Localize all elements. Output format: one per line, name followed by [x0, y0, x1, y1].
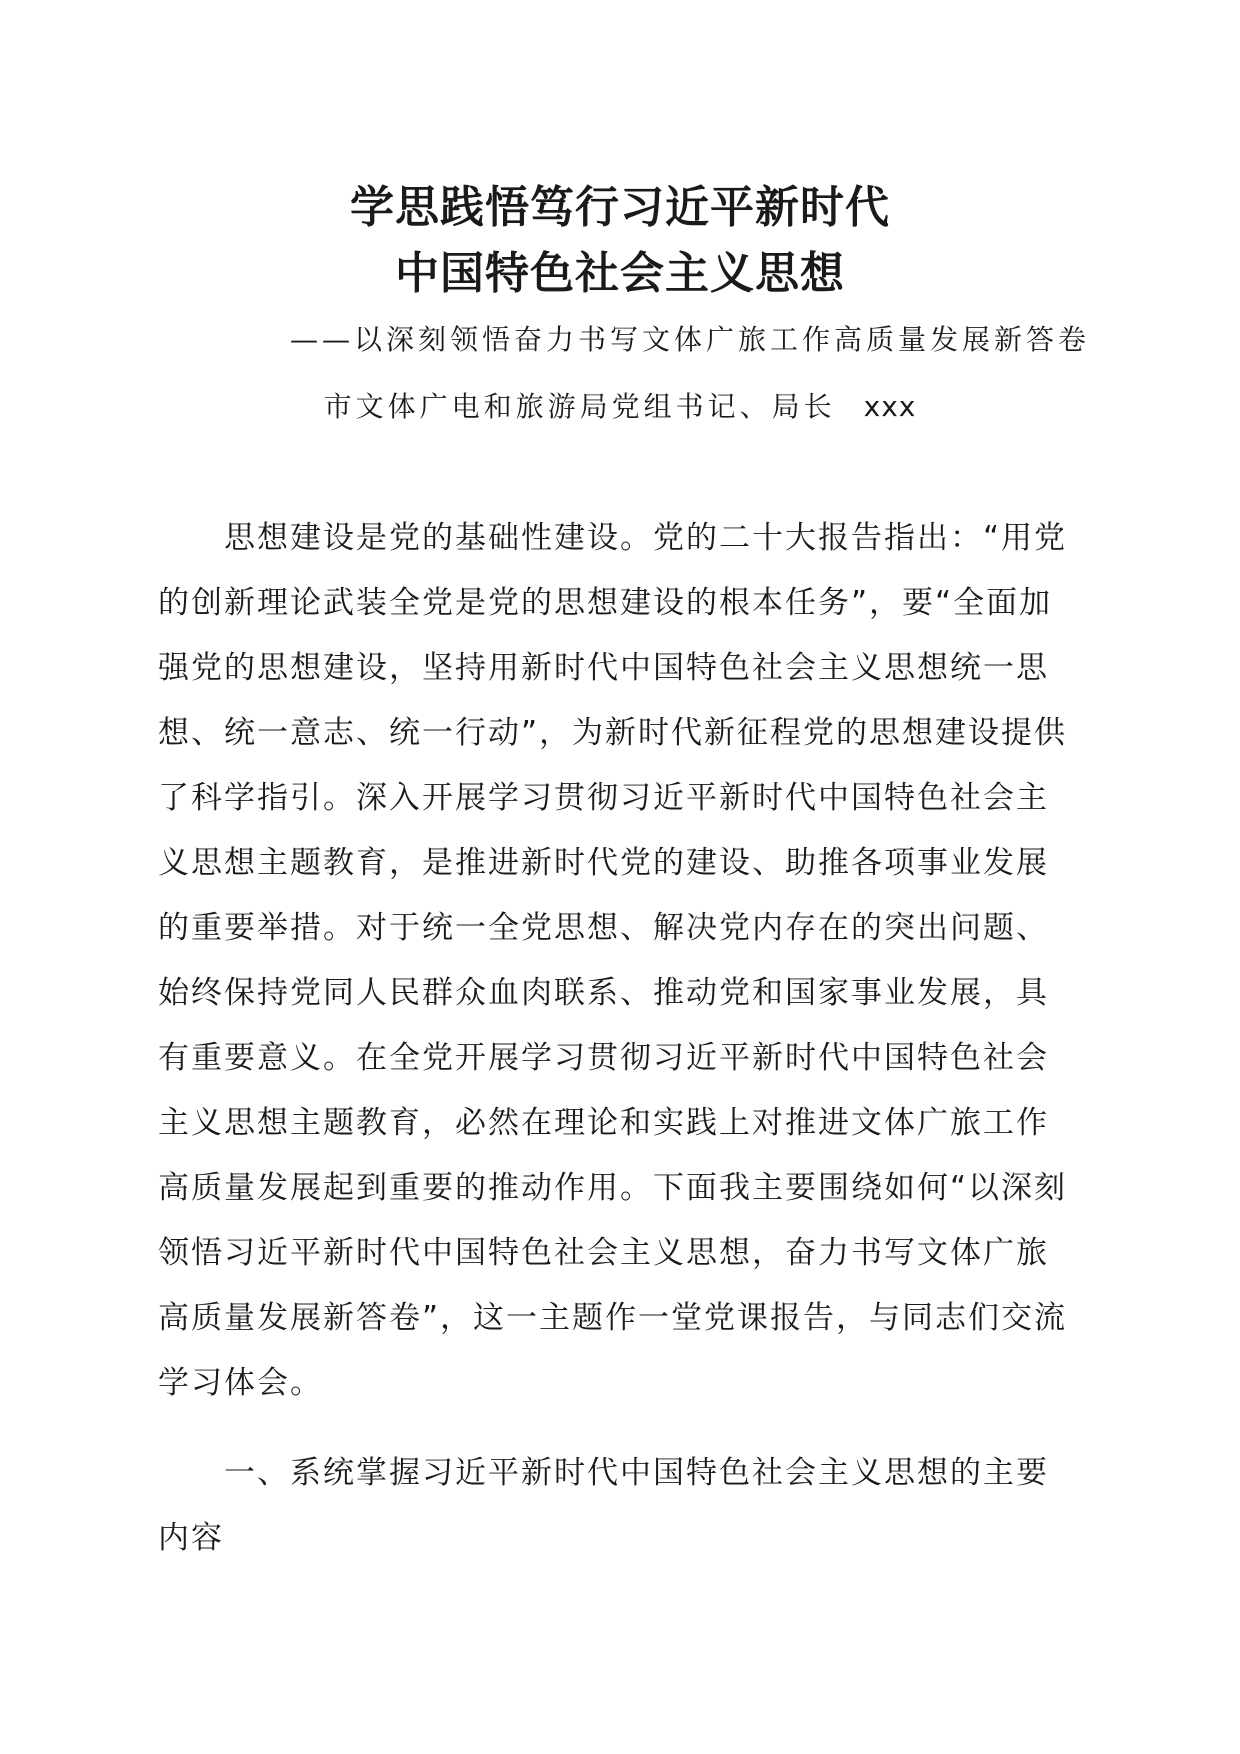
- text-line: 的重要举措。对于统一全党思想、解决党内存在的突出问题、: [158, 910, 1049, 946]
- text-line: 一、系统掌握习近平新时代中国特色社会主义思想的主要: [224, 1455, 1049, 1491]
- text-line: 了科学指引。深入开展学习贯彻习近平新时代中国特色社会主: [158, 780, 1049, 816]
- text-line: 学习体会。: [158, 1365, 323, 1401]
- text-line: 义思想主题教育，是推进新时代党的建设、助推各项事业发展: [158, 845, 1049, 881]
- text-line: 思想建设是党的基础性建设。党的二十大报告指出：“用党: [224, 520, 1068, 556]
- text-line: 始终保持党同人民群众血肉联系、推动党和国家事业发展，具: [158, 975, 1049, 1011]
- author-line: [300, 385, 940, 429]
- text-line: 主义思想主题教育，必然在理论和实践上对推进文体广旅工作: [158, 1105, 1049, 1141]
- title-line-1: 学思践悟笃行习近平新时代: [350, 182, 890, 233]
- text-line: 高质量发展起到重要的推动作用。下面我主要围绕如何“以深刻: [158, 1170, 1068, 1206]
- author-name: xxx: [863, 390, 917, 423]
- section-heading-1: [158, 1441, 1082, 1571]
- text-line: 想、统一意志、统一行动”，为新时代新征程党的思想建设提供: [158, 715, 1068, 751]
- author-role: 市文体广电和旅游局党组书记、局长: [323, 390, 836, 423]
- paragraph-intro: [158, 506, 1082, 1416]
- subtitle: ——以深刻领悟奋力书写文体广旅工作高质量发展新答卷: [289, 323, 1090, 356]
- text-line: 的创新理论武装全党是党的思想建设的根本任务”，要“全面加: [158, 585, 1053, 621]
- text-line: 强党的思想建设，坚持用新时代中国特色社会主义思想统一思: [158, 650, 1049, 686]
- text-line: 有重要意义。在全党开展学习贯彻习近平新时代中国特色社会: [158, 1040, 1049, 1076]
- text-line: 内容: [158, 1520, 224, 1556]
- title-line-2: 中国特色社会主义思想: [395, 248, 845, 299]
- text-line: 高质量发展新答卷”，这一主题作一堂党课报告，与同志们交流: [158, 1300, 1068, 1336]
- text-line: 领悟习近平新时代中国特色社会主义思想，奋力书写文体广旅: [158, 1235, 1049, 1271]
